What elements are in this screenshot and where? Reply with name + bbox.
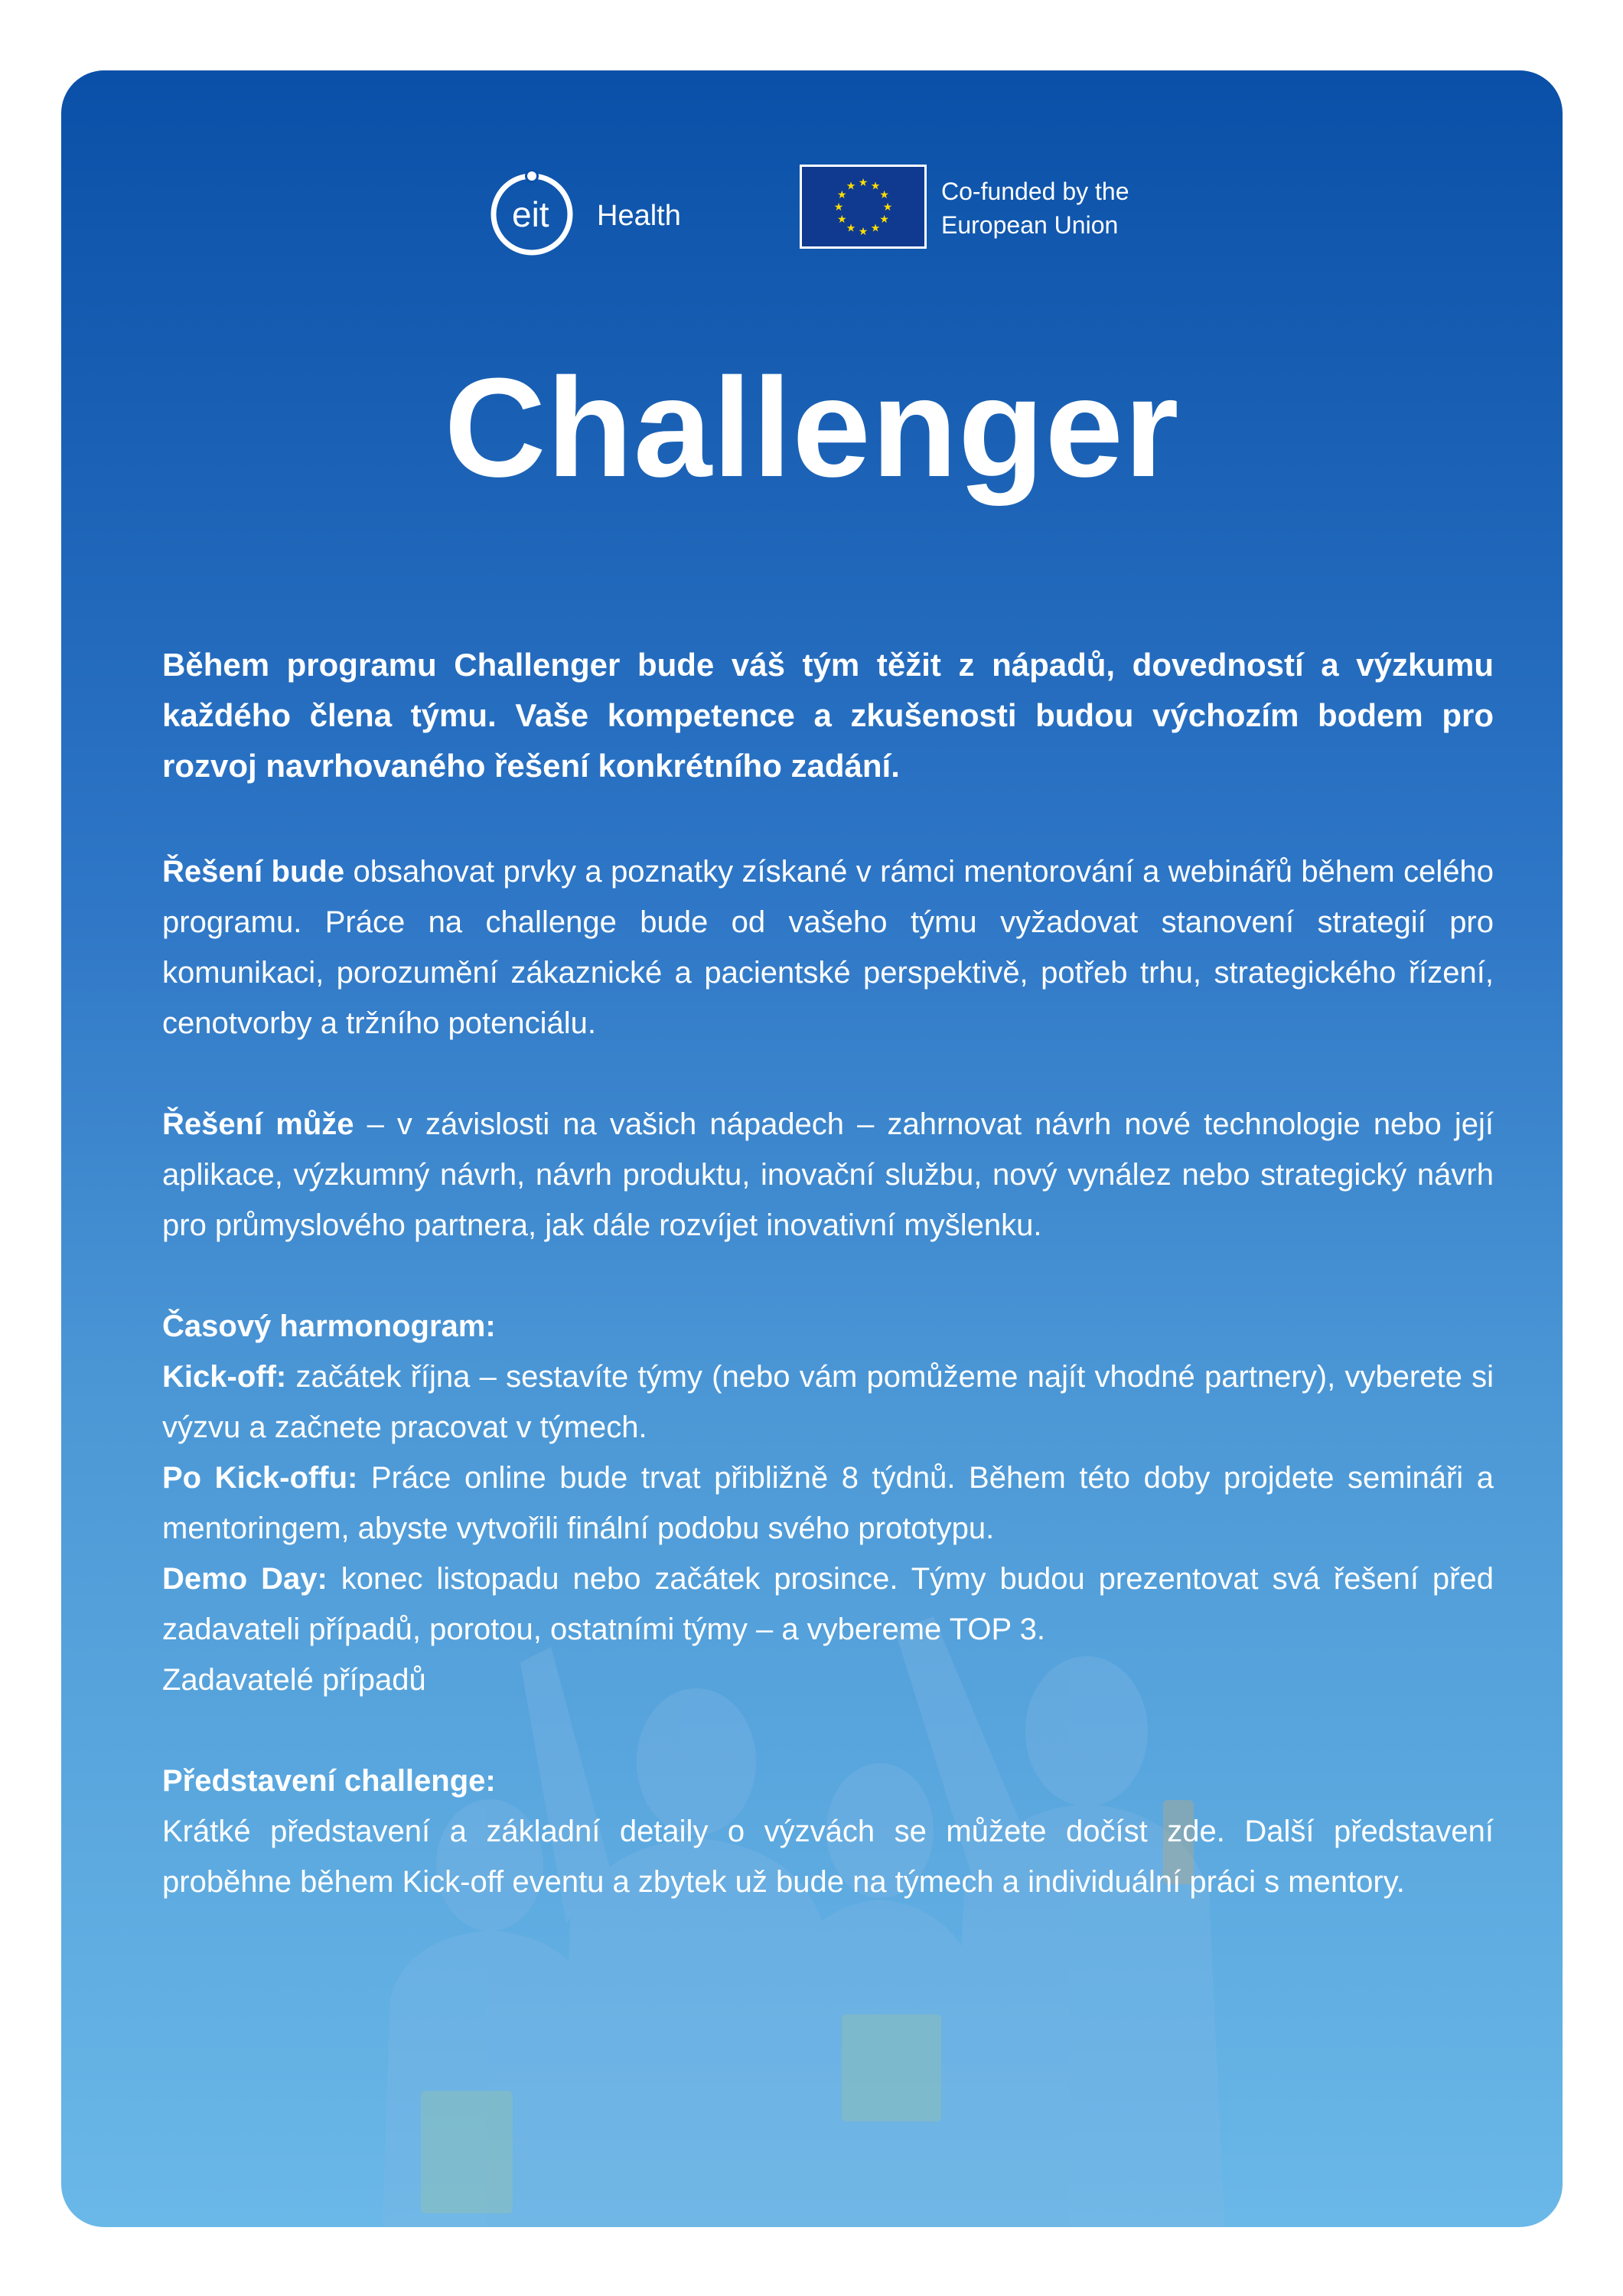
eu-star: ★: [879, 213, 889, 225]
eu-line-1: Co-funded by the: [941, 178, 1129, 205]
challenge-intro-section: [162, 1756, 1494, 1907]
kickoff-label: Kick-off:: [162, 1360, 287, 1394]
page-title: Challenger: [444, 348, 1180, 506]
eu-star: ★: [870, 221, 881, 234]
eu-star: ★: [858, 225, 869, 237]
solution-can-label: Řešení může: [162, 1107, 354, 1141]
eu-star: ★: [879, 188, 889, 201]
demo-day-item: [162, 1554, 1494, 1655]
eu-cofunded-text: [941, 174, 1129, 242]
eu-star: ★: [846, 221, 856, 234]
after-kickoff-item: [162, 1453, 1494, 1554]
eit-logo-text: eit: [512, 194, 549, 234]
timeline-section: [162, 1301, 1494, 1705]
eu-star: ★: [882, 201, 893, 213]
main-content: [162, 640, 1494, 1958]
challenge-intro-heading: Představení challenge:: [162, 1764, 496, 1798]
eu-star: ★: [837, 188, 847, 201]
eit-health-logo: [486, 161, 738, 268]
poster-card: [61, 70, 1563, 2227]
kickoff-item: [162, 1352, 1494, 1453]
eu-star: ★: [870, 179, 881, 192]
challenge-intro-text: Krátké představení a základní detaily o výzvách se můžete dočíst zde. Další představení proběhne během Kick-off eventu a zbytek už bude na týmech a individuální práci s mentory.: [162, 1815, 1494, 1899]
kickoff-text: začátek října – sestavíte týmy (nebo vám pomůžeme najít vhodné partnery), vyberete si výzvu a začnete pracovat v týmech.: [162, 1360, 1494, 1444]
solution-will-paragraph: [162, 846, 1494, 1049]
timeline-heading: Časový harmonogram:: [162, 1309, 496, 1343]
logo-bar: [61, 161, 1563, 268]
solution-will-label: Řešení bude: [162, 855, 345, 889]
solution-can-text: – v závislosti na vašich nápadech – zahrnovat návrh nové technologie nebo její aplikace, výzkumný návrh, návrh produktu, inovační službu, nový vynález nebo strategický návrh pro průmyslového partnera, jak dále rozvíjet inovativní myšlenku.: [162, 1107, 1494, 1242]
eu-flag-icon: [800, 165, 927, 249]
solution-will-text: obsahovat prvky a poznatky získané v rámci mentorování a webinářů během celého programu. Práce na challenge bude od vašeho týmu vyžadovat stanovení strategií pro komunikaci, porozumění zákaznické a pacientské perspektivě, potřeb trhu, strategického řízení, cenotvorby a tržního potenciálu.: [162, 855, 1494, 1040]
solution-can-paragraph: [162, 1099, 1494, 1251]
demo-day-label: Demo Day:: [162, 1562, 328, 1596]
case-sponsors-text: Zadavatelé případů: [162, 1663, 426, 1697]
eu-star: ★: [846, 179, 856, 192]
eu-star: ★: [833, 201, 844, 213]
eit-health-text: Health: [597, 200, 681, 232]
after-kickoff-text: Práce online bude trvat přibližně 8 týdnů. Během této doby projdete semináři a mentoringem, abyste vytvořili finální podobu svého prototypu.: [162, 1461, 1494, 1545]
eu-line-2: European Union: [941, 211, 1119, 239]
eu-star: ★: [858, 176, 869, 188]
demo-day-text: konec listopadu nebo začátek prosince. Týmy budou prezentovat svá řešení před zadavateli případů, porotou, ostatními týmy – a vybereme TOP 3.: [162, 1562, 1494, 1646]
eu-star: ★: [837, 213, 847, 225]
lead-paragraph: Během programu Challenger bude váš tým těžit z nápadů, dovedností a výzkumu každého člena týmu. Vaše kompetence a zkušenosti budou výchozím bodem pro rozvoj navrhovaného řešení konkrétního zadání.: [162, 647, 1494, 784]
after-kickoff-label: Po Kick-offu:: [162, 1461, 358, 1495]
